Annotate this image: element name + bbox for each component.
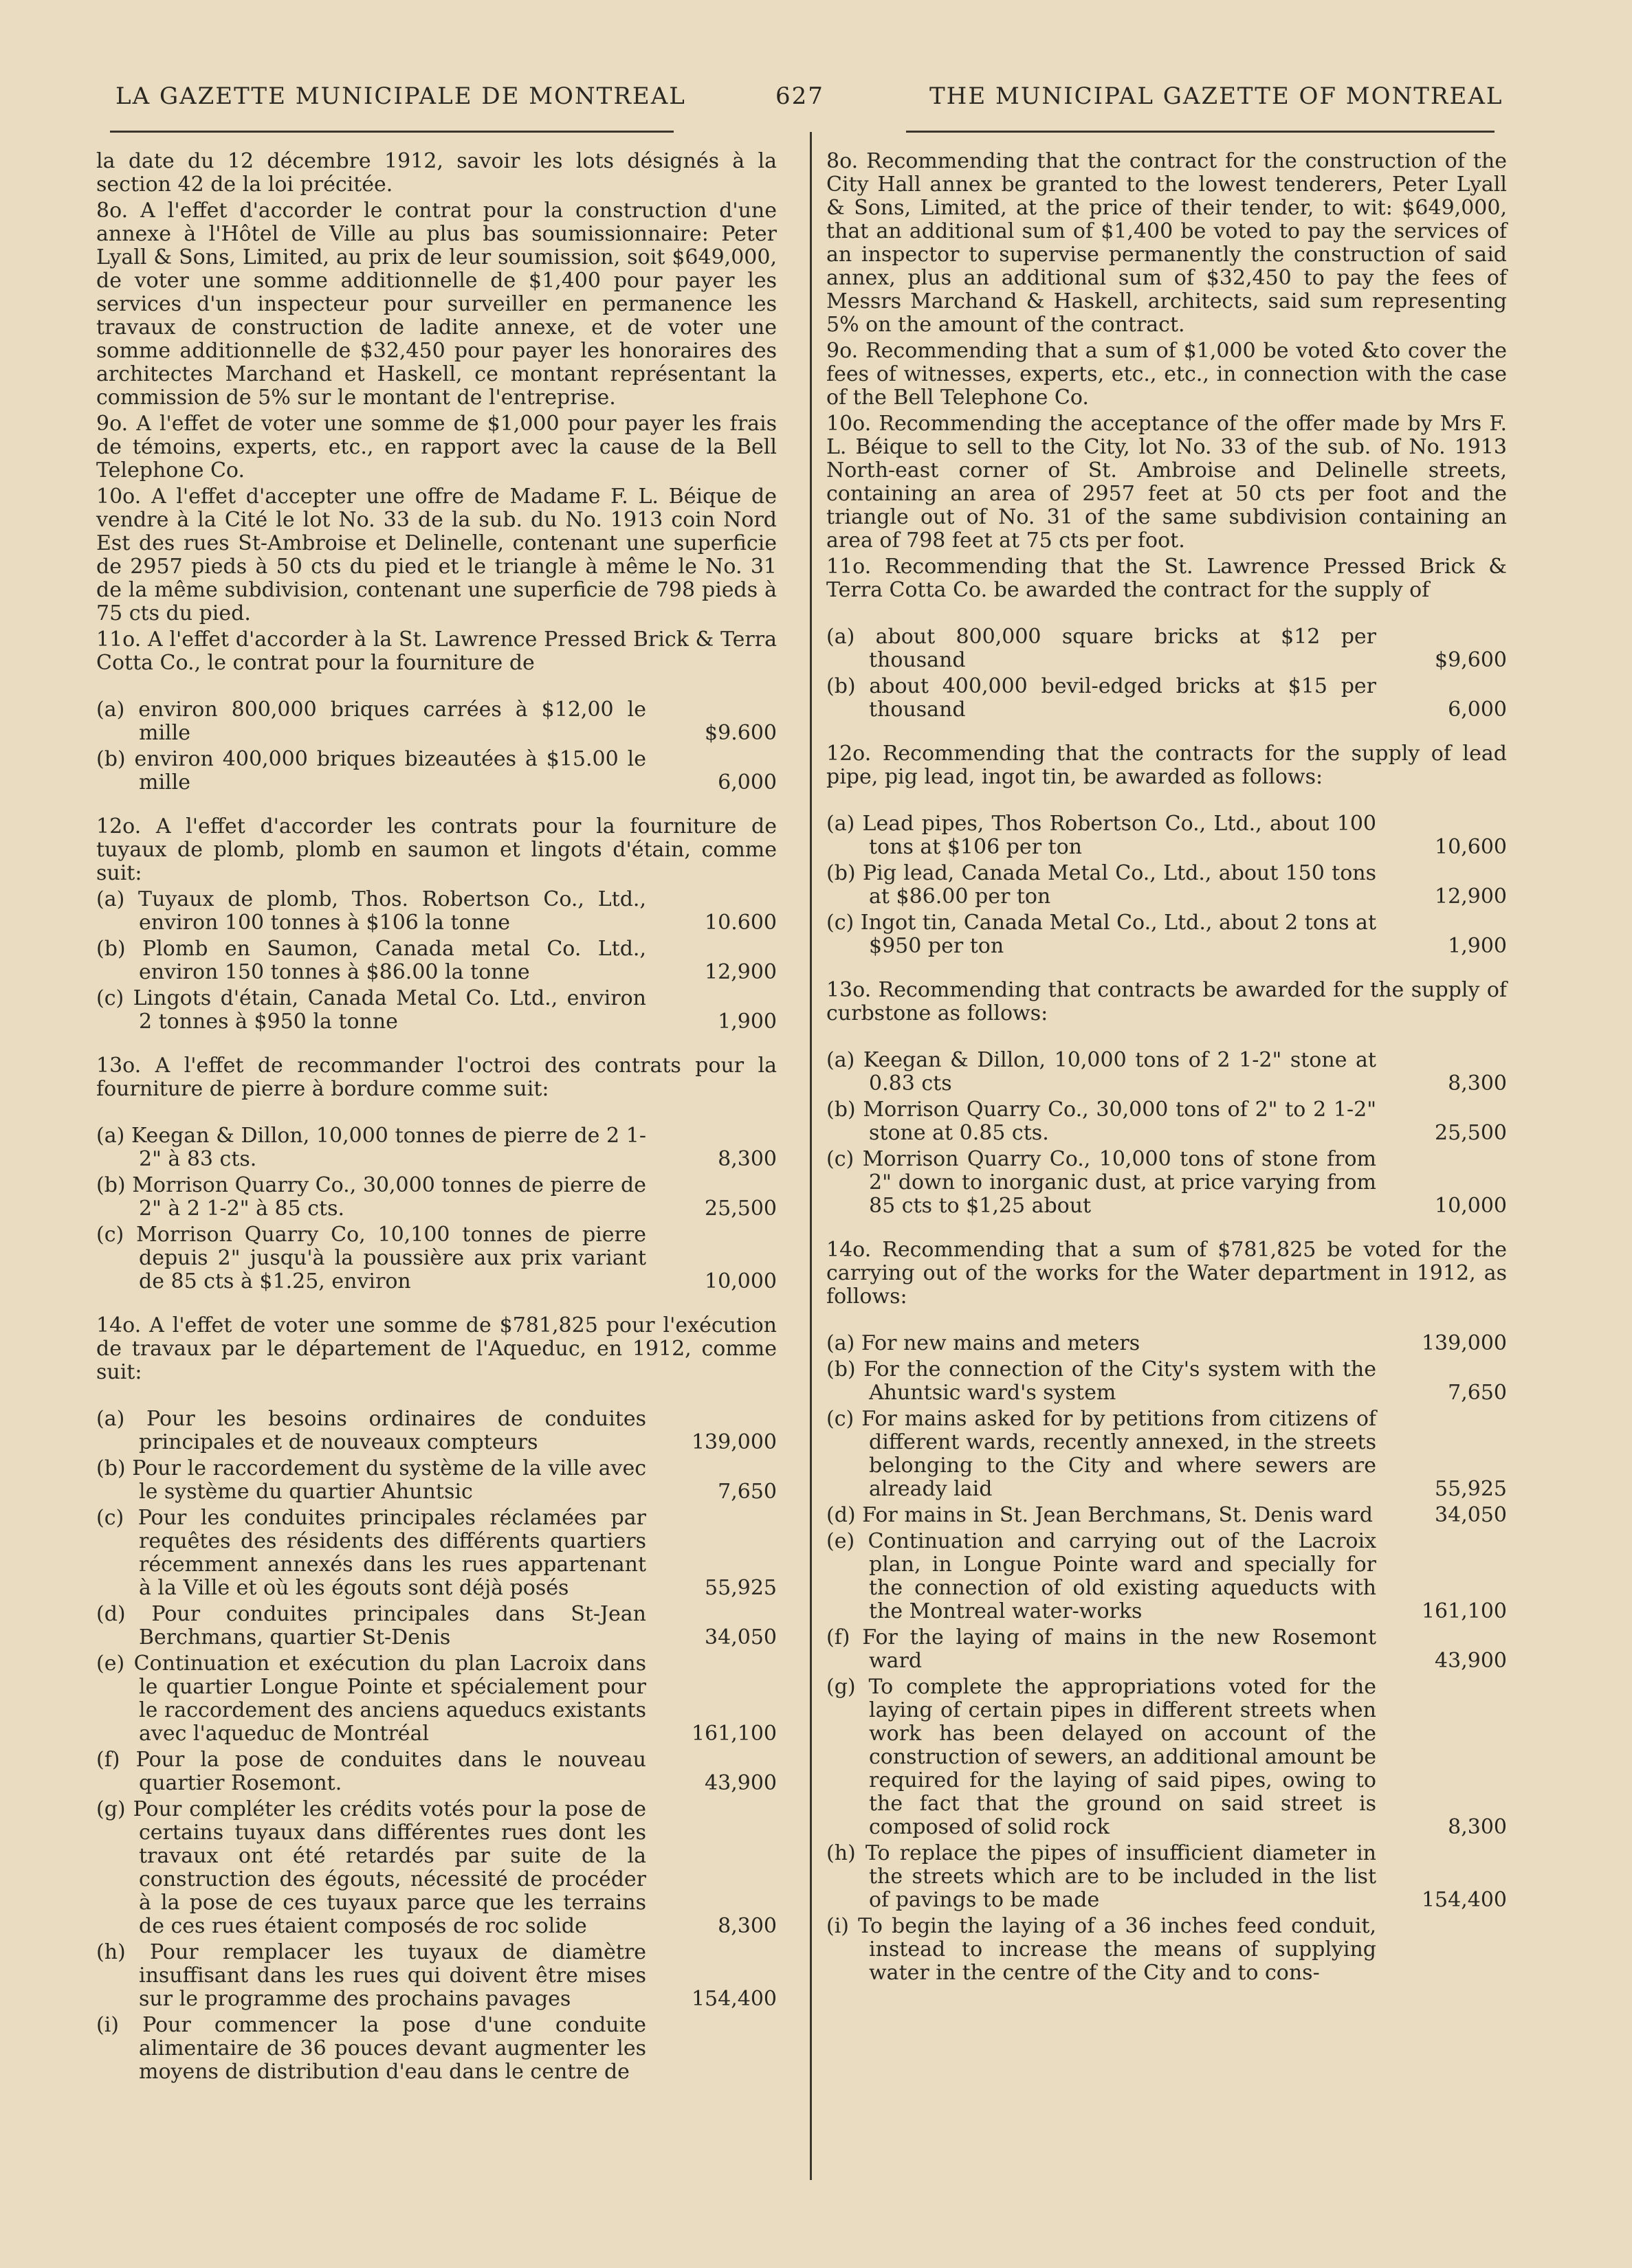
item-text: (d) Pour conduites principales dans St-Jean Berchmans, quartier St-Denis (96, 1602, 646, 1649)
resolution-10-en: 10o. Recommending the acceptance of the offer made by Mrs F. L. Béique to sell to the City, lot No. 33 of the sub. of No. 1913 North-east corner of St. Ambroise and Delinelle streets, containing an area of 2957 feet at 50 cts per foot and the triangle out of No. 31 of the same subdivision containing an area of 798 feet at 75 cts per foot. (826, 412, 1507, 553)
item-row (96, 1507, 777, 1600)
item-text: (a) Lead pipes, Thos Robertson Co., Ltd., about 100 tons at $106 per ton (826, 812, 1376, 859)
item-row (826, 1915, 1507, 1985)
item-text: (h) To replace the pipes of insufficient diameter in the streets which are to be included in the list of pavings to be made (826, 1841, 1376, 1912)
item-row (96, 1223, 777, 1293)
item-text: (d) For mains in St. Jean Berchmans, St. Denis ward (826, 1503, 1373, 1527)
item-row (96, 1798, 777, 1938)
item-text: (e) Continuation et exécution du plan Lacroix dans le quartier Longue Pointe et spécialement pour le raccordement des anciens aqueducs existants avec l'aqueduc de Montréal (96, 1652, 646, 1746)
item-amount: 55,925 (705, 1576, 777, 1600)
item-amount: 6,000 (718, 770, 777, 794)
item-row (96, 2014, 777, 2084)
item-amount: 34,050 (705, 1625, 777, 1649)
item-amount: 10,000 (1435, 1194, 1507, 1218)
item-text: (a) about 800,000 square bricks at $12 per thousand (826, 625, 1376, 672)
resolution-12-en: 12o. Recommending that the contracts for the supply of lead pipe, pig lead, ingot tin, be awarded as follows: (826, 742, 1507, 789)
item-text: (b) For the connection of the City's system with the Ahuntsic ward's system (826, 1357, 1376, 1405)
resolution-10-fr: 10o. A l'effet d'accepter une offre de Madame F. L. Béique de vendre à la Cité le lot No. 33 de la sub. du No. 1913 coin Nord Est des rues St-Ambroise et Delinelle, contenant une superficie de 2957 pieds à 50 cts du pied et le triangle à même le No. 31 de la même subdivision, contenant une superficie de 798 pieds à 75 cts du pied. (96, 485, 777, 625)
item-row (826, 1504, 1507, 1527)
english-column (826, 150, 1507, 1988)
item-row (96, 748, 777, 794)
item-row (96, 987, 777, 1034)
item-amount: 12,900 (705, 960, 777, 984)
item-amount: 139,000 (1421, 1331, 1507, 1355)
column-divider (810, 132, 812, 2180)
item-row (826, 1148, 1507, 1218)
item-row (826, 1358, 1507, 1405)
item-row (96, 1124, 777, 1171)
item-amount: 34,050 (1435, 1503, 1507, 1527)
item-text: (b) environ 400,000 briques bizeautées à $15.00 le mille (96, 747, 646, 794)
item-amount: 55,925 (1435, 1477, 1507, 1501)
item-row (826, 1842, 1507, 1912)
item-row (826, 1049, 1507, 1096)
item-text: (g) To complete the appropriations voted for the laying of certain pipes in different streets when work has been delayed on account of the construction of sewers, an additional amount be required for the laying of said pipes, owing to the fact that the ground on said street is composed of solid rock (826, 1675, 1376, 1839)
item-text: (c) Pour les conduites principales réclamées par requêtes des résidents des différents quartiers récemment annexés dans les rues appartenant à la Ville et où les égouts sont déjà posés (96, 1506, 646, 1600)
item-row (96, 1652, 777, 1746)
intro-paragraph: la date du 12 décembre 1912, savoir les lots désignés à la section 42 de la loi précitée. (96, 149, 777, 197)
header-rule-right (906, 131, 1495, 133)
header-french-title: LA GAZETTE MUNICIPALE DE MONTREAL (115, 82, 686, 110)
item-row (96, 1174, 777, 1221)
item-text: (f) For the laying of mains in the new Rosemont ward (826, 1625, 1376, 1673)
item-amount: $9.600 (705, 721, 777, 745)
resolution-14-en: 14o. Recommending that a sum of $781,825 be voted for the carrying out of the works for the Water department in 1912, as follows: (826, 1238, 1507, 1309)
item-row (826, 1626, 1507, 1673)
item-row (96, 698, 777, 745)
item-row (826, 1332, 1507, 1355)
item-amount: 161,100 (691, 1722, 777, 1746)
item-amount: 10,000 (705, 1269, 777, 1293)
item-text: (a) For new mains and meters (826, 1331, 1140, 1355)
item-row (826, 812, 1507, 859)
item-text: (c) Ingot tin, Canada Metal Co., Ltd., about 2 tons at $950 per ton (826, 911, 1376, 958)
item-text: (e) Continuation and carrying out of the Lacroix plan, in Longue Pointe ward and specially for the connection of old existing aqueducts with the Montreal water-works (826, 1529, 1376, 1623)
item-amount: 8,300 (718, 1147, 777, 1171)
item-row (826, 625, 1507, 672)
item-row (96, 1941, 777, 2011)
item-amount: 1,900 (1448, 934, 1507, 958)
item-text: (g) Pour compléter les crédits votés pour la pose de certains tuyaux dans différentes rues dont les travaux ont été retardés par suite de la construction des égouts, nécessité de procéder à la pose de ces tuyaux parce que les terrains de ces rues étaient composés de roc solide (96, 1797, 646, 1938)
item-row (826, 911, 1507, 958)
item-row (96, 1748, 777, 1795)
item-amount: 6,000 (1448, 698, 1507, 722)
item-row (826, 1676, 1507, 1839)
page-number: 627 (775, 82, 824, 110)
item-amount: 12,900 (1435, 885, 1507, 909)
resolution-9-fr: 9o. A l'effet de voter une somme de $1,000 pour payer les frais de témoins, experts, etc., en rapport avec la cause de la Bell Telephone Co. (96, 412, 777, 482)
resolution-9-en: 9o. Recommending that a sum of $1,000 be voted &to cover the fees of witnesses, experts, etc., etc., in connection with the case of the Bell Telephone Co. (826, 339, 1507, 410)
item-amount: 161,100 (1421, 1599, 1507, 1623)
item-text: (f) Pour la pose de conduites dans le nouveau quartier Rosemont. (96, 1748, 646, 1795)
item-amount: 43,900 (705, 1771, 777, 1795)
item-amount: 8,300 (1448, 1815, 1507, 1839)
item-amount: 154,400 (1421, 1888, 1507, 1912)
item-row (96, 888, 777, 935)
item-text: (c) For mains asked for by petitions from citizens of different wards, recently annexed, in the streets belonging to the City and where sewers are already laid (826, 1407, 1376, 1501)
item-amount: 25,500 (1435, 1121, 1507, 1145)
item-text: (c) Morrison Quarry Co, 10,100 tonnes de pierre depuis 2" jusqu'à la poussière aux prix variant de 85 cts à $1.25, environ (96, 1223, 646, 1293)
item-text: (c) Lingots d'étain, Canada Metal Co. Ltd., environ 2 tonnes à $950 la tonne (96, 986, 646, 1034)
resolution-12-fr: 12o. A l'effet d'accorder les contrats pour la fourniture de tuyaux de plomb, plomb en saumon et lingots d'étain, comme suit: (96, 814, 777, 885)
item-amount: 10,600 (1435, 835, 1507, 859)
item-text: (a) Keegan & Dillon, 10,000 tonnes de pierre de 2 1-2" à 83 cts. (96, 1124, 646, 1171)
item-row (826, 1530, 1507, 1623)
header-rule-left (110, 131, 674, 133)
item-amount: $9,600 (1435, 648, 1507, 672)
item-amount: 8,300 (1448, 1071, 1507, 1096)
item-text: (a) environ 800,000 briques carrées à $12,00 le mille (96, 698, 646, 745)
item-text: (h) Pour remplacer les tuyaux de diamètre insuffisant dans les rues qui doivent être mises sur le programme des prochains pavages (96, 1940, 646, 2011)
resolution-11-fr: 11o. A l'effet d'accorder à la St. Lawrence Pressed Brick & Terra Cotta Co., le contrat pour la fourniture de (96, 627, 777, 675)
item-text: (b) about 400,000 bevil-edged bricks at $15 per thousand (826, 674, 1376, 722)
resolution-14-fr: 14o. A l'effet de voter une somme de $781,825 pour l'exécution de travaux par le département de l'Aqueduc, en 1912, comme suit: (96, 1313, 777, 1384)
item-amount: 154,400 (691, 1987, 777, 2011)
item-amount: 7,650 (718, 1480, 777, 1504)
item-row (826, 1098, 1507, 1145)
resolution-13-en: 13o. Recommending that contracts be awarded for the supply of curbstone as follows: (826, 978, 1507, 1025)
french-column (96, 150, 777, 2087)
item-text: (c) Morrison Quarry Co., 10,000 tons of stone from 2" down to inorganic dust, at price varying from 85 cts to $1,25 about (826, 1147, 1376, 1218)
item-amount: 1,900 (718, 1010, 777, 1034)
item-amount: 10.600 (705, 911, 777, 935)
item-text: (a) Tuyaux de plomb, Thos. Robertson Co., Ltd., environ 100 tonnes à $106 la tonne (96, 887, 646, 935)
resolution-8-en: 8o. Recommending that the contract for the construction of the City Hall annex be granted to the lowest tenderers, Peter Lyall & Sons, Limited, at the price of their tender, to wit: $649,000, that an additional sum of $1,400 be voted to pay the services of an inspector to supervise permanently the construction of said annex, plus an additional sum of $32,450 to pay the fees of Messrs Marchand & Haskell, architects, said sum representing 5% on the amount of the contract. (826, 149, 1507, 337)
item-text: (b) Pig lead, Canada Metal Co., Ltd., about 150 tons at $86.00 per ton (826, 861, 1376, 909)
item-row (96, 1457, 777, 1504)
item-amount: 139,000 (691, 1430, 777, 1454)
item-text: (b) Morrison Quarry Co., 30,000 tons of 2" to 2 1-2" stone at 0.85 cts. (826, 1098, 1376, 1145)
item-text: (i) To begin the laying of a 36 inches feed conduit, instead to increase the means of supplying water in the centre of the City and to cons- (826, 1914, 1376, 1985)
item-text: (i) Pour commencer la pose d'une conduite alimentaire de 36 pouces devant augmenter les moyens de distribution d'eau dans le centre de (96, 2013, 646, 2084)
item-row (826, 862, 1507, 909)
item-row (826, 1408, 1507, 1501)
item-amount: 8,300 (718, 1914, 777, 1938)
item-amount: 7,650 (1448, 1381, 1507, 1405)
header-english-title: THE MUNICIPAL GAZETTE OF MONTREAL (929, 82, 1503, 110)
resolution-8-fr: 8o. A l'effet d'accorder le contrat pour la construction d'une annexe à l'Hôtel de Ville au plus bas soumissionnaire: Peter Lyall & Sons, Limited, au prix de leur soumission, soit $649,000, de voter une somme additionnelle de $1,400 pour payer les services d'un inspecteur pour surveiller en permanence les travaux de construction de ladite annexe, et de voter une somme additionnelle de $32,450 pour payer les honoraires des architectes Marchand et Haskell, ce montant représentant la commission de 5% sur le montant de l'entreprise. (96, 199, 777, 410)
resolution-13-fr: 13o. A l'effet de recommander l'octroi des contrats pour la fourniture de pierre à bordure comme suit: (96, 1054, 777, 1101)
item-text: (b) Morrison Quarry Co., 30,000 tonnes de pierre de 2" à 2 1-2" à 85 cts. (96, 1173, 646, 1221)
item-amount: 43,900 (1435, 1649, 1507, 1673)
item-text: (b) Pour le raccordement du système de la ville avec le système du quartier Ahuntsic (96, 1456, 646, 1504)
item-row (96, 1603, 777, 1649)
item-row (96, 937, 777, 984)
item-text: (b) Plomb en Saumon, Canada metal Co. Ltd., environ 150 tonnes à $86.00 la tonne (96, 937, 646, 984)
item-row (826, 675, 1507, 722)
item-text: (a) Keegan & Dillon, 10,000 tons of 2 1-2" stone at 0.83 cts (826, 1048, 1376, 1096)
item-amount: 25,500 (705, 1197, 777, 1221)
resolution-11-en: 11o. Recommending that the St. Lawrence Pressed Brick & Terra Cotta Co. be awarded the contract for the supply of (826, 555, 1507, 602)
item-row (96, 1408, 777, 1454)
item-text: (a) Pour les besoins ordinaires de conduites principales et de nouveaux compteurs (96, 1407, 646, 1454)
